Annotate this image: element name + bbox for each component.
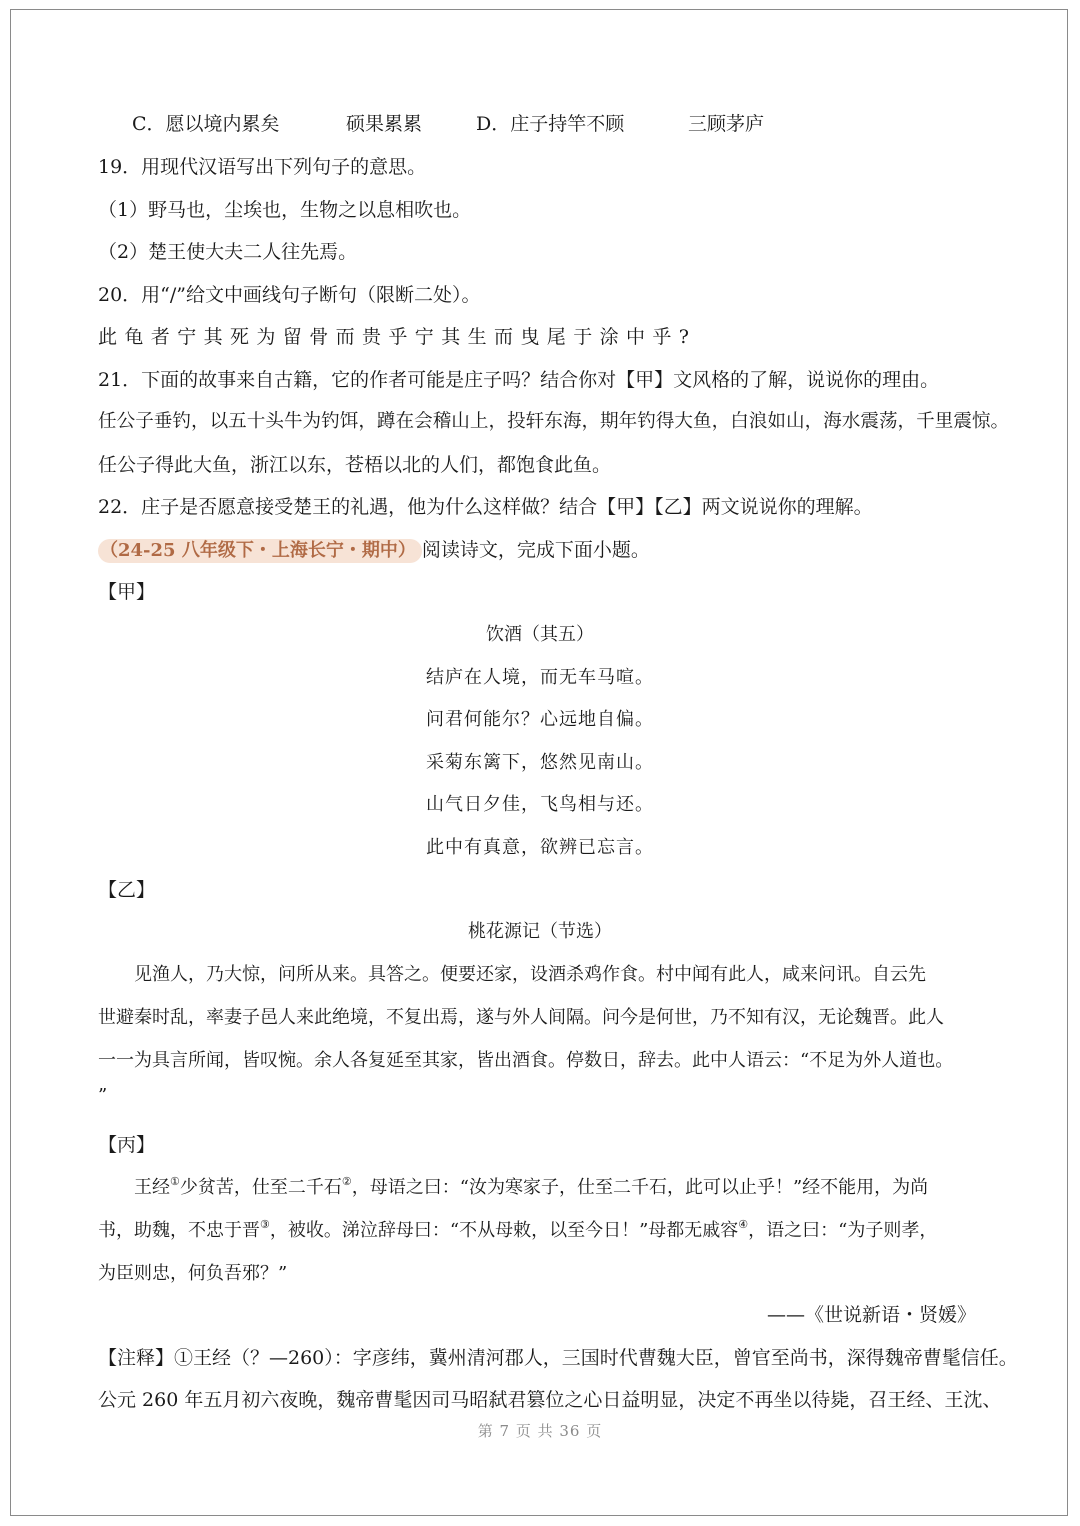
- note-ref: ①: [170, 1175, 180, 1188]
- prose-line: 世避秦时乱，率妻子邑人来此绝境，不复出焉，遂与外人间隔。问今是何世，乃不知有汉，无论魏晋。此人: [98, 1007, 944, 1028]
- q19-item-1: （1）野马也，尘埃也，生物之以息相吹也。: [98, 199, 472, 221]
- notes-line-2: 公元 260 年五月初六夜晚，魏帝曹髦因司马昭弑君篡位之心日益明显，决定不再坐以待毙，召王经、王沈、: [98, 1389, 1002, 1411]
- source-badge: （24-25 八年级下・上海长宁・期中）: [98, 539, 422, 563]
- prose-line: 一一为具言所闻，皆叹惋。余人各复延至其家，皆出酒食。停数日，辞去。此中人语云：“不足为外人道也。: [98, 1050, 954, 1071]
- label-bing: 【丙】: [98, 1134, 156, 1156]
- bing-text: ，母语之曰：“汝为寒家子，仕至二千石，此可以止乎！”经不能用，为尚: [351, 1177, 929, 1198]
- poem-line: 此中有真意，欲辨已忘言。: [426, 837, 654, 858]
- note-ref: ④: [738, 1218, 749, 1231]
- prose-line: ”: [98, 1085, 108, 1106]
- poem-line: 结庐在人境，而无车马喧。: [426, 667, 654, 688]
- bing-text: 少贫苦，仕至二千石: [179, 1177, 342, 1198]
- q21-stem: 21．下面的故事来自古籍，它的作者可能是庄子吗？结合你对【甲】文风格的了解，说说你的理由。: [98, 369, 940, 391]
- bing-text: ，被收。涕泣辞母曰：“不从母敕，以至今日！”母都无戚容: [269, 1220, 739, 1241]
- prose-line: 见渔人，乃大惊，问所从来。具答之。便要还家，设酒杀鸡作食。村中闻有此人，咸来问讯。自云先: [98, 964, 926, 985]
- page-number: 第 7 页 共 36 页: [477, 1422, 603, 1440]
- choice-d-word: 三顾茅庐: [688, 113, 765, 135]
- choice-c-word: 硕果累累: [346, 113, 423, 135]
- choice-d: D．庄子持竿不顾: [476, 113, 625, 135]
- q21-story-line-1: 任公子垂钓，以五十头牛为钓饵，蹲在会稽山上，投轩东海，期年钓得大鱼，白浪如山，海水震荡，千里震惊。: [98, 411, 1010, 432]
- notes-line-1: 【注释】①王经（？—260）：字彦纬，冀州清河郡人，三国时代曹魏大臣，曾官至尚书，深得魏帝曹髦信任。: [98, 1347, 1018, 1369]
- section-header: [98, 538, 650, 563]
- note-ref: ③: [260, 1218, 270, 1231]
- poem-title: 饮酒（其五）: [486, 624, 594, 645]
- q19-stem: 19．用现代汉语写出下列句子的意思。: [98, 156, 427, 178]
- section-intro: 阅读诗文，完成下面小题。: [421, 539, 650, 561]
- poem-line: 问君何能尔？心远地自偏。: [426, 709, 654, 730]
- label-yi: 【乙】: [98, 879, 156, 901]
- poem-line: 山气日夕佳，飞鸟相与还。: [426, 794, 654, 815]
- label-jia: 【甲】: [98, 581, 156, 603]
- bing-text: 书，助魏，不忠于晋: [98, 1220, 260, 1241]
- bing-line-1: [98, 1176, 928, 1200]
- bing-text: 王经: [98, 1177, 170, 1198]
- q20-stem: 20．用“/”给文中画线句子断句（限断二处）。: [98, 284, 481, 306]
- note-ref: ②: [341, 1175, 352, 1188]
- bing-text: ，语之曰：“为子则孝，: [748, 1220, 938, 1241]
- bing-line-2: [98, 1219, 937, 1243]
- q19-item-2: （2）楚王使大夫二人往先焉。: [98, 241, 358, 263]
- bing-line-3: 为臣则忠，何负吾邪？”: [98, 1263, 288, 1284]
- poem-line: 采菊东篱下，悠然见南山。: [426, 752, 654, 773]
- q20-sentence: 此龟者宁其死为留骨而贵乎宁其生而曳尾于涂中乎?: [98, 326, 697, 348]
- bing-source: ——《世说新语・贤媛》: [766, 1304, 976, 1326]
- q21-story-line-2: 任公子得此大鱼，浙江以东，苍梧以北的人们，都饱食此鱼。: [98, 454, 612, 476]
- q22-stem: 22．庄子是否愿意接受楚王的礼遇，他为什么这样做？结合【甲】【乙】两文说说你的理解。: [98, 496, 873, 518]
- prose-title: 桃花源记（节选）: [468, 921, 612, 942]
- choice-c: C．愿以境内累矣: [132, 113, 280, 135]
